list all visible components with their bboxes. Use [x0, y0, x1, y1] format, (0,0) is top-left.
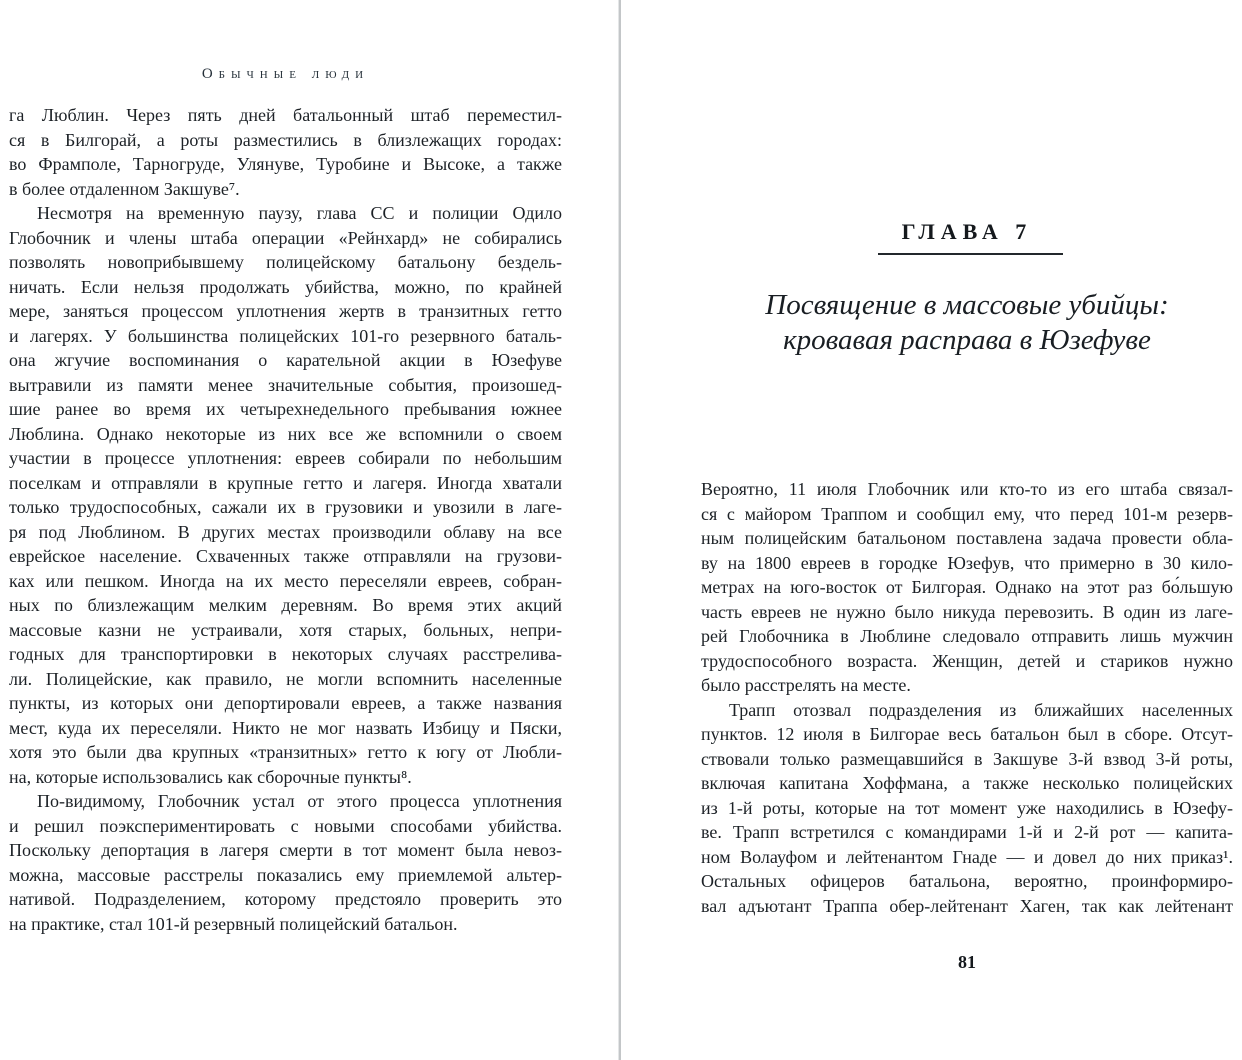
text-line: ных по близлежащим мелким деревням. Во время этих акций: [9, 595, 562, 615]
chapter-title: [701, 288, 1233, 358]
text-line: Вероятно, 11 июля Глобочник или кто-то из его штаба связал-: [701, 479, 1233, 499]
text-line: ве. Трапп встретился с командирами 1-й и 2-й рот — капита-: [701, 822, 1233, 842]
text-line: Поскольку депортация в лагеря смерти в тот момент была невоз-: [9, 840, 562, 860]
text-line: рей Глобочника в Люблине следовало отправить лишь мужчин: [701, 626, 1233, 646]
text-line: ря под Люблином. В других местах производили облаву на все: [9, 521, 562, 542]
chapter-number-heading: ГЛАВА 7: [901, 219, 1033, 244]
text-line: пунктов. 12 июля в Билгорае весь батальон был в сборе. Отсут-: [701, 724, 1233, 744]
text-line: массовые казни не устраивали, хотя старых, больных, непри-: [9, 619, 562, 640]
text-line: нативой. Подразделением, которому предстояло проверить это: [9, 889, 562, 909]
text-line: трудоспособного возраста. Женщин, детей и стариков нужно: [701, 650, 1233, 671]
text-line: ствовали только размещавшийся в Закшуве 3-й взвод 3-й роты,: [701, 748, 1233, 769]
text-line: Несмотря на временную паузу, глава СС и полиции Одило: [37, 203, 562, 223]
text-line: только трудоспособных, сажали их в грузовики и увозили в лаге-: [9, 497, 562, 517]
text-line: ли. Полицейские, как правило, не могли вспомнить населенные: [9, 668, 562, 689]
text-line: участии в процессе уплотнения: евреев собирали по небольшим: [9, 448, 562, 468]
text-line: метрах на юго-восток от Билгорая. Однако на этот раз бо́льшую: [701, 577, 1233, 597]
text-line: позволять новоприбывшему полицейскому батальону бездель-: [9, 252, 562, 272]
text-line: и решил поэкспериментировать с новыми способами убийства.: [9, 815, 562, 836]
text-line: часть евреев не нужно было никуда перевозить. В один из лаге-: [701, 601, 1233, 622]
text-line: на практике, стал 101-й резервный полицейский батальон.: [9, 913, 458, 934]
text-line: ся с майором Траппом и сообщил ему, что перед 101-м резерв-: [701, 503, 1233, 524]
text-line: По-видимому, Глобочник устал от этого процесса уплотнения: [37, 791, 562, 811]
text-line: ным полицейским батальоном поставлена задача провести обла-: [701, 528, 1233, 548]
chapter-title-line1: Посвящение в массовые убийцы:: [765, 289, 1169, 321]
text-line: и лагерях. У большинства полицейских 101-го резервного баталь-: [9, 325, 562, 346]
text-line: ся в Билгорай, а роты разместились в близлежащих городах:: [9, 129, 562, 150]
text-line: га Люблин. Через пять дней батальонный штаб переместил-: [9, 105, 562, 125]
text-line: из 1-й роты, которые на тот момент уже находились в Юзефу-: [701, 797, 1233, 818]
chapter-title-line2: кровавая расправа в Юзефуве: [783, 324, 1151, 356]
text-line: в более отдаленном Закшуве⁷.: [9, 178, 240, 199]
running-header: Обычные люди: [201, 66, 370, 82]
text-line: хотя это были два крупных «транзитных» гетто к югу от Любли-: [9, 742, 562, 762]
text-line: шие ранее во время их четырехнедельного пребывания южнее: [9, 399, 562, 419]
text-line: годных для транспортировки в некоторых случаях расстрелива-: [9, 644, 562, 664]
chapter-rule: [878, 253, 1063, 255]
right-page-text: [701, 477, 1233, 918]
text-line: во Фрамполе, Тарногруде, Улянуве, Туробине и Высоке, а также: [9, 154, 562, 174]
page-number: 81: [958, 952, 976, 972]
text-line: ву на 1800 евреев в городке Юзефув, что примерно в 30 кило-: [701, 552, 1233, 573]
text-line: Трапп отозвал подразделения из ближайших населенных: [729, 699, 1233, 720]
text-line: можна, массовые расстрелы показались ему приемлемой альтер-: [9, 864, 562, 885]
text-line: поселкам и отправляли в крупные гетто и лагеря. Иногда хватали: [9, 472, 562, 493]
text-line: вал адъютант Траппа обер-лейтенант Хаген, так как лейтенант: [701, 895, 1233, 916]
text-line: еврейское население. Схваченных также отправляли на грузови-: [9, 546, 562, 566]
left-page-text: [9, 103, 562, 936]
text-line: включая капитана Хоффмана, а также несколько полицейских: [701, 773, 1233, 793]
text-line: она жгучие воспоминания о карательной акции в Юзефуве: [9, 350, 562, 370]
text-line: ках или пешком. Иногда на их место переселяли евреев, собран-: [9, 570, 562, 591]
text-line: было расстрелять на месте.: [701, 675, 911, 695]
text-line: пункты, из которых они депортировали евреев, а также названия: [9, 693, 562, 713]
text-line: Остальных офицеров батальона, вероятно, проинформиро-: [701, 871, 1233, 891]
text-line: мест, куда их переселяли. Никто не мог назвать Избицу и Пяски,: [9, 717, 562, 738]
text-line: Люблина. Однако некоторые из них все же вспомнили о своем: [9, 423, 562, 444]
text-line: ничать. Если нельзя продолжать убийства, можно, по крайней: [9, 276, 562, 297]
text-line: вытравили из памяти менее значительные события, произошед-: [9, 374, 562, 395]
page-gutter-divider: [618, 0, 621, 1060]
text-line: Глобочник и члены штаба операции «Рейнхард» не собирались: [9, 227, 562, 248]
text-line: на, которые использовались как сборочные пункты⁸.: [9, 766, 412, 787]
text-line: ном Волауфом и лейтенантом Гнаде — и довел до них приказ¹.: [701, 846, 1233, 867]
text-line: мере, заняться процессом уплотнения жертв в транзитных гетто: [9, 301, 562, 321]
